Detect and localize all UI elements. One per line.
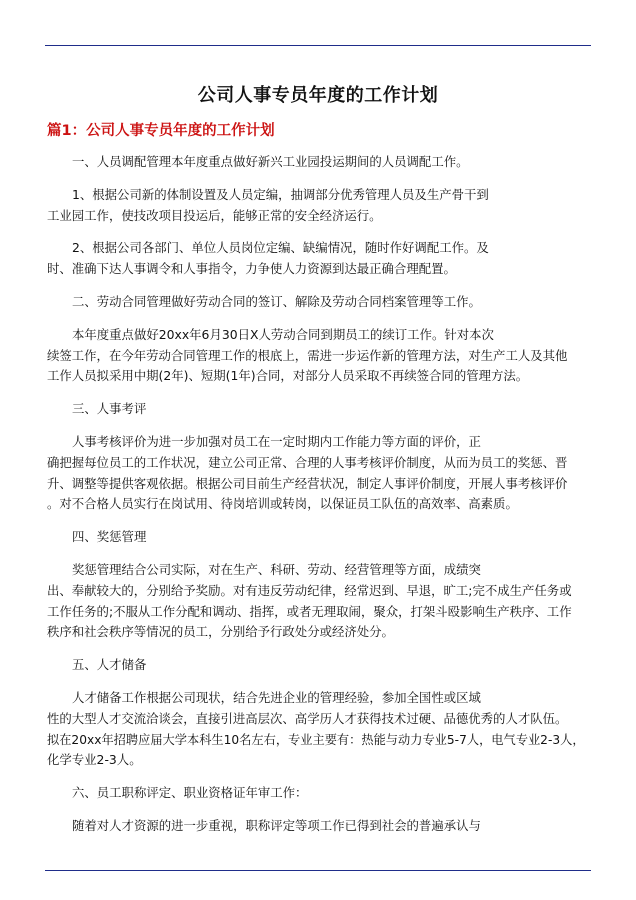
paragraph xyxy=(47,292,589,313)
paragraph xyxy=(47,185,589,227)
paragraph-line: 二、劳动合同管理做好劳动合同的签订、解除及劳动合同档案管理等工作。 xyxy=(72,293,481,309)
paragraph-line: 四、奖惩管理 xyxy=(72,529,147,545)
section-subtitle: 篇1：公司人事专员年度的工作计划 xyxy=(47,123,275,139)
document-title: 公司人事专员年度的工作计划 xyxy=(197,85,439,106)
paragraph-line: 时、准确下达人事调令和人事指令，力争使人力资源到达最正确合理配置。 xyxy=(47,261,456,277)
paragraph xyxy=(47,688,589,771)
header-rule xyxy=(45,45,591,46)
paragraph-line: 秩序和社会秩序等情况的员工，分别给予行政处分或经济处分。 xyxy=(47,624,394,640)
paragraph-line: 奖惩管理结合公司实际，对在生产、科研、劳动、经营管理等方面，成绩突 xyxy=(72,561,481,577)
paragraph-line: 出、奉献较大的，分别给予奖励。对有违反劳动纪律，经常迟到、早退，旷工;完不成生产任务或 xyxy=(47,582,572,598)
paragraph-line: 工作人员拟采用中期(2年)、短期(1年)合同，对部分人员采取不再续签合同的管理方法。 xyxy=(47,368,529,384)
paragraph xyxy=(47,527,589,548)
paragraph-line: 工作任务的;不服从工作分配和调动、指挥，或者无理取闹，聚众，打架斗殴影响生产秩序、工作 xyxy=(47,603,572,619)
paragraph xyxy=(47,655,589,676)
paragraph-line: 升、调整等提供客观依据。根据公司目前生产经营状况，制定人事评价制度，开展人事考核评价 xyxy=(47,475,568,491)
paragraph-line: 续签工作，在今年劳动合同管理工作的根底上，需进一步运作新的管理方法，对生产工人及其他 xyxy=(47,347,568,363)
document-body xyxy=(47,80,589,837)
paragraph-line: 一、人员调配管理本年度重点做好新兴工业园投运期间的人员调配工作。 xyxy=(72,154,469,169)
paragraph xyxy=(47,238,589,280)
paragraph xyxy=(47,399,589,420)
paragraph-line: 工业园工作，使技改项目投运后，能够正常的安全经济运行。 xyxy=(47,207,382,223)
paragraph-line: 人事考核评价为进一步加强对员工在一定时期内工作能力等方面的评价，正 xyxy=(72,433,481,449)
paragraph xyxy=(47,816,589,837)
paragraph-list xyxy=(47,152,589,837)
paragraph-line: 确把握每位员工的工作状况，建立公司正常、合理的人事考核评价制度，从而为员工的奖惩、晋 xyxy=(47,454,568,470)
paragraph-line: 拟在20xx年招聘应届大学本科生10名左右，专业主要有：热能与动力专业5-7人，电气专业2-3人， xyxy=(47,732,585,747)
paragraph-line: 随着对人才资源的进一步重视，职称评定等项工作已得到社会的普遍承认与 xyxy=(72,817,481,833)
paragraph-line: 三、人事考评 xyxy=(72,401,147,417)
paragraph xyxy=(47,432,589,515)
paragraph-line: 1、根据公司新的体制设置及人员定编，抽调部分优秀管理人员及生产骨干到 xyxy=(72,186,489,202)
paragraph-line: 人才储备工作根据公司现状，结合先进企业的管理经验，参加全国性或区域 xyxy=(72,689,481,705)
paragraph-line: 2、根据公司各部门、单位人员岗位定编、缺编情况，随时作好调配工作。及 xyxy=(72,240,489,256)
paragraph-line: 化学专业2-3人。 xyxy=(47,752,142,768)
paragraph-line: 五、人才储备 xyxy=(72,657,147,673)
footer-rule xyxy=(45,870,591,871)
paragraph-line: 六、员工职称评定、职业资格证年审工作： xyxy=(72,785,308,801)
paragraph-line: 本年度重点做好20xx年6月30日X人劳动合同到期员工的续订工作。针对本次 xyxy=(72,326,494,342)
paragraph-line: 。对不合格人员实行在岗试用、待岗培训或转岗，以保证员工队伍的高效率、高素质。 xyxy=(47,496,518,512)
paragraph xyxy=(47,783,589,804)
paragraph-line: 性的大型人才交流洽谈会，直接引进高层次、高学历人才获得技术过硬、品德优秀的人才队伍。 xyxy=(47,710,568,726)
paragraph xyxy=(47,325,589,387)
paragraph xyxy=(47,152,589,173)
paragraph xyxy=(47,560,589,643)
